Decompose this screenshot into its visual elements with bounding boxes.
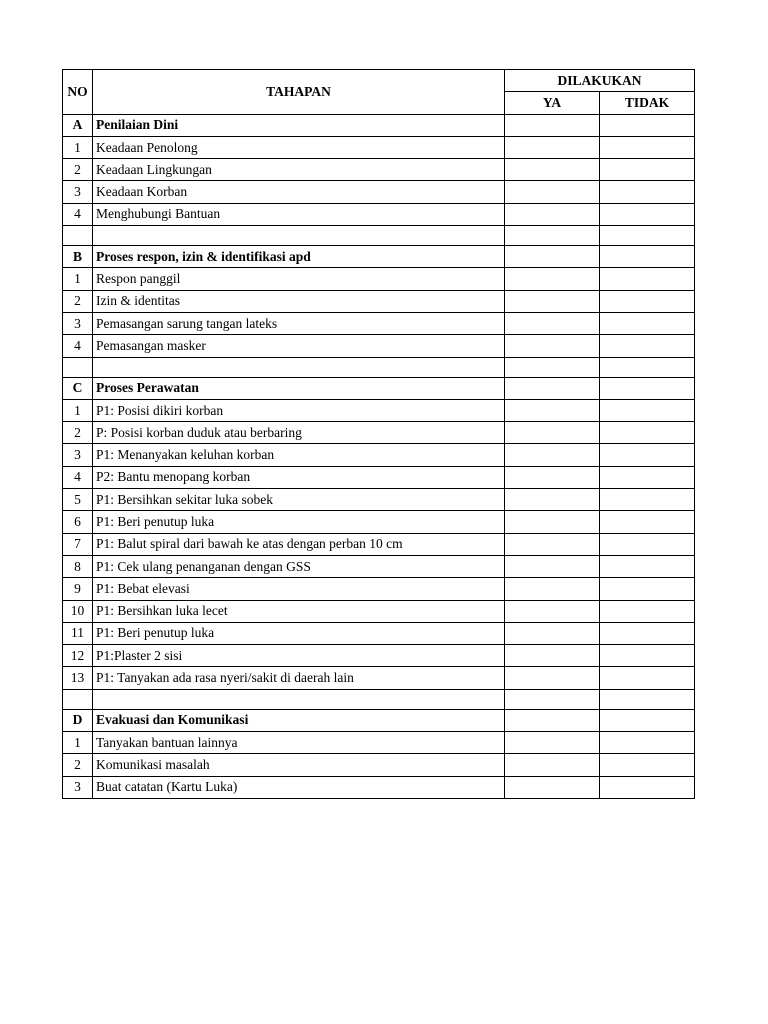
check-ya-cell[interactable] bbox=[505, 578, 600, 600]
check-tidak-cell[interactable] bbox=[600, 555, 695, 577]
empty-cell bbox=[93, 226, 505, 246]
check-ya-cell[interactable] bbox=[505, 555, 600, 577]
item-text: P1: Bersihkan luka lecet bbox=[93, 600, 505, 622]
section-title: Proses Perawatan bbox=[93, 377, 505, 399]
empty-cell bbox=[63, 226, 93, 246]
check-ya-cell[interactable] bbox=[505, 312, 600, 334]
check-tidak-cell[interactable] bbox=[600, 114, 695, 136]
empty-cell bbox=[600, 357, 695, 377]
empty-cell bbox=[505, 226, 600, 246]
item-text: Keadaan Lingkungan bbox=[93, 159, 505, 181]
empty-cell bbox=[600, 226, 695, 246]
item-text: P2: Bantu menopang korban bbox=[93, 466, 505, 488]
item-text: P: Posisi korban duduk atau berbaring bbox=[93, 422, 505, 444]
empty-cell bbox=[505, 689, 600, 709]
header-dilakukan: DILAKUKAN bbox=[505, 70, 695, 92]
check-tidak-cell[interactable] bbox=[600, 422, 695, 444]
check-tidak-cell[interactable] bbox=[600, 732, 695, 754]
item-text: Menghubungi Bantuan bbox=[93, 203, 505, 225]
item-number: 4 bbox=[63, 335, 93, 357]
check-tidak-cell[interactable] bbox=[600, 290, 695, 312]
header-ya: YA bbox=[505, 92, 600, 114]
table-row bbox=[63, 268, 695, 290]
check-tidak-cell[interactable] bbox=[600, 578, 695, 600]
empty-cell bbox=[63, 689, 93, 709]
section-title: Proses respon, izin & identifikasi apd bbox=[93, 246, 505, 268]
check-tidak-cell[interactable] bbox=[600, 203, 695, 225]
check-ya-cell[interactable] bbox=[505, 709, 600, 731]
check-ya-cell[interactable] bbox=[505, 466, 600, 488]
checklist-table bbox=[62, 69, 695, 799]
table-row bbox=[63, 645, 695, 667]
table-row bbox=[63, 511, 695, 533]
table-row bbox=[63, 622, 695, 644]
header-tahapan: TAHAPAN bbox=[93, 70, 505, 115]
table-row bbox=[63, 136, 695, 158]
spacer-row bbox=[63, 357, 695, 377]
item-text: P1: Bersihkan sekitar luka sobek bbox=[93, 489, 505, 511]
item-number: 1 bbox=[63, 136, 93, 158]
check-ya-cell[interactable] bbox=[505, 159, 600, 181]
check-ya-cell[interactable] bbox=[505, 444, 600, 466]
check-ya-cell[interactable] bbox=[505, 754, 600, 776]
table-row bbox=[63, 335, 695, 357]
table-row bbox=[63, 578, 695, 600]
item-number: 1 bbox=[63, 399, 93, 421]
section-code: C bbox=[63, 377, 93, 399]
check-ya-cell[interactable] bbox=[505, 732, 600, 754]
check-tidak-cell[interactable] bbox=[600, 600, 695, 622]
section-row bbox=[63, 709, 695, 731]
check-ya-cell[interactable] bbox=[505, 377, 600, 399]
item-number: 10 bbox=[63, 600, 93, 622]
check-ya-cell[interactable] bbox=[505, 203, 600, 225]
item-number: 7 bbox=[63, 533, 93, 555]
check-tidak-cell[interactable] bbox=[600, 511, 695, 533]
item-number: 13 bbox=[63, 667, 93, 689]
item-number: 4 bbox=[63, 466, 93, 488]
empty-cell bbox=[93, 357, 505, 377]
table-row bbox=[63, 181, 695, 203]
table-row bbox=[63, 399, 695, 421]
check-ya-cell[interactable] bbox=[505, 645, 600, 667]
empty-cell bbox=[63, 357, 93, 377]
check-ya-cell[interactable] bbox=[505, 290, 600, 312]
table-header bbox=[63, 70, 695, 115]
empty-cell bbox=[93, 689, 505, 709]
section-row bbox=[63, 114, 695, 136]
empty-cell bbox=[505, 357, 600, 377]
table-row bbox=[63, 312, 695, 334]
item-number: 2 bbox=[63, 290, 93, 312]
item-number: 5 bbox=[63, 489, 93, 511]
item-text: Keadaan Penolong bbox=[93, 136, 505, 158]
item-number: 2 bbox=[63, 422, 93, 444]
table-row bbox=[63, 555, 695, 577]
item-number: 1 bbox=[63, 732, 93, 754]
header-no: NO bbox=[63, 70, 93, 115]
check-tidak-cell[interactable] bbox=[600, 181, 695, 203]
table-row bbox=[63, 159, 695, 181]
table-row bbox=[63, 203, 695, 225]
item-number: 6 bbox=[63, 511, 93, 533]
table-row bbox=[63, 667, 695, 689]
item-text: P1: Tanyakan ada rasa nyeri/sakit di daerah lain bbox=[93, 667, 505, 689]
section-title: Evakuasi dan Komunikasi bbox=[93, 709, 505, 731]
item-text: Buat catatan (Kartu Luka) bbox=[93, 776, 505, 798]
item-number: 2 bbox=[63, 159, 93, 181]
check-ya-cell[interactable] bbox=[505, 422, 600, 444]
item-text: P1: Balut spiral dari bawah ke atas dengan perban 10 cm bbox=[93, 533, 505, 555]
section-code: B bbox=[63, 246, 93, 268]
check-tidak-cell[interactable] bbox=[600, 776, 695, 798]
section-row bbox=[63, 246, 695, 268]
check-ya-cell[interactable] bbox=[505, 335, 600, 357]
table-row bbox=[63, 422, 695, 444]
check-ya-cell[interactable] bbox=[505, 533, 600, 555]
check-tidak-cell[interactable] bbox=[600, 645, 695, 667]
item-text: Komunikasi masalah bbox=[93, 754, 505, 776]
item-number: 1 bbox=[63, 268, 93, 290]
item-text: Tanyakan bantuan lainnya bbox=[93, 732, 505, 754]
item-number: 3 bbox=[63, 776, 93, 798]
item-number: 4 bbox=[63, 203, 93, 225]
item-number: 2 bbox=[63, 754, 93, 776]
header-tidak: TIDAK bbox=[600, 92, 695, 114]
item-text: P1:Plaster 2 sisi bbox=[93, 645, 505, 667]
check-tidak-cell[interactable] bbox=[600, 489, 695, 511]
table-row bbox=[63, 444, 695, 466]
check-ya-cell[interactable] bbox=[505, 181, 600, 203]
check-ya-cell[interactable] bbox=[505, 489, 600, 511]
check-ya-cell[interactable] bbox=[505, 399, 600, 421]
check-ya-cell[interactable] bbox=[505, 622, 600, 644]
item-number: 3 bbox=[63, 312, 93, 334]
item-number: 9 bbox=[63, 578, 93, 600]
check-tidak-cell[interactable] bbox=[600, 444, 695, 466]
check-ya-cell[interactable] bbox=[505, 511, 600, 533]
table-row bbox=[63, 290, 695, 312]
item-number: 3 bbox=[63, 444, 93, 466]
check-tidak-cell[interactable] bbox=[600, 399, 695, 421]
table-row bbox=[63, 732, 695, 754]
check-ya-cell[interactable] bbox=[505, 136, 600, 158]
section-code: A bbox=[63, 114, 93, 136]
item-text: P1: Cek ulang penanganan dengan GSS bbox=[93, 555, 505, 577]
item-number: 11 bbox=[63, 622, 93, 644]
item-text: P1: Bebat elevasi bbox=[93, 578, 505, 600]
check-ya-cell[interactable] bbox=[505, 667, 600, 689]
table-row bbox=[63, 776, 695, 798]
check-tidak-cell[interactable] bbox=[600, 312, 695, 334]
item-text: P1: Menanyakan keluhan korban bbox=[93, 444, 505, 466]
empty-cell bbox=[600, 689, 695, 709]
table-row bbox=[63, 489, 695, 511]
check-tidak-cell[interactable] bbox=[600, 377, 695, 399]
check-tidak-cell[interactable] bbox=[600, 667, 695, 689]
table-row bbox=[63, 466, 695, 488]
check-tidak-cell[interactable] bbox=[600, 246, 695, 268]
spacer-row bbox=[63, 689, 695, 709]
check-ya-cell[interactable] bbox=[505, 246, 600, 268]
check-tidak-cell[interactable] bbox=[600, 709, 695, 731]
item-text: Keadaan Korban bbox=[93, 181, 505, 203]
item-text: Respon panggil bbox=[93, 268, 505, 290]
check-tidak-cell[interactable] bbox=[600, 159, 695, 181]
item-text: Izin & identitas bbox=[93, 290, 505, 312]
check-tidak-cell[interactable] bbox=[600, 466, 695, 488]
check-ya-cell[interactable] bbox=[505, 600, 600, 622]
item-number: 3 bbox=[63, 181, 93, 203]
check-ya-cell[interactable] bbox=[505, 114, 600, 136]
check-tidak-cell[interactable] bbox=[600, 622, 695, 644]
item-text: Pemasangan sarung tangan lateks bbox=[93, 312, 505, 334]
table-body bbox=[63, 114, 695, 798]
check-tidak-cell[interactable] bbox=[600, 136, 695, 158]
item-number: 8 bbox=[63, 555, 93, 577]
check-tidak-cell[interactable] bbox=[600, 533, 695, 555]
section-row bbox=[63, 377, 695, 399]
spacer-row bbox=[63, 226, 695, 246]
check-ya-cell[interactable] bbox=[505, 776, 600, 798]
table-row bbox=[63, 533, 695, 555]
item-text: P1: Posisi dikiri korban bbox=[93, 399, 505, 421]
check-tidak-cell[interactable] bbox=[600, 268, 695, 290]
table-row bbox=[63, 600, 695, 622]
table-row bbox=[63, 754, 695, 776]
check-ya-cell[interactable] bbox=[505, 268, 600, 290]
item-text: Pemasangan masker bbox=[93, 335, 505, 357]
item-text: P1: Beri penutup luka bbox=[93, 511, 505, 533]
item-text: P1: Beri penutup luka bbox=[93, 622, 505, 644]
section-code: D bbox=[63, 709, 93, 731]
section-title: Penilaian Dini bbox=[93, 114, 505, 136]
check-tidak-cell[interactable] bbox=[600, 335, 695, 357]
check-tidak-cell[interactable] bbox=[600, 754, 695, 776]
item-number: 12 bbox=[63, 645, 93, 667]
